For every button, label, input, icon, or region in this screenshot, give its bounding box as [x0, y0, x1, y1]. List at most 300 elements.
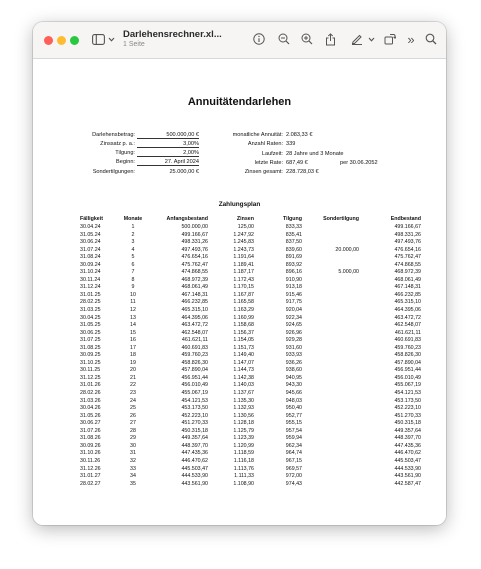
table-cell	[304, 352, 361, 360]
table-cell: 30	[130, 442, 136, 449]
column-header: Sondertilgung	[323, 215, 359, 222]
table-cell	[304, 224, 361, 232]
table-cell: 833,33	[285, 224, 302, 230]
table-cell: 974,43	[285, 480, 302, 487]
column-header: Fälligkeit	[80, 215, 103, 222]
table-cell: 457.890,04	[181, 367, 208, 374]
table-cell: 26	[130, 412, 136, 419]
table-cell: 31.08.26	[80, 435, 101, 442]
table-cell: 476.654,16	[181, 254, 208, 261]
table-cell: 460.691,83	[181, 344, 208, 351]
table-cell: 8	[131, 276, 135, 283]
table-cell: 30.11.25	[80, 367, 101, 374]
chevron-double-right-icon: »	[407, 31, 415, 47]
table-cell: 450.315,18	[394, 420, 421, 427]
table-cell: 964,74	[285, 450, 302, 457]
table-cell: 29	[130, 435, 136, 442]
table-cell: 936,26	[285, 359, 302, 366]
table-cell: 445.503,47	[181, 465, 208, 472]
table-cell	[304, 458, 361, 466]
table-cell: 28.02.25	[80, 299, 101, 306]
special-repayments-label: Sondertilgungen:	[92, 169, 135, 175]
installments-count-label: Anzahl Raten:	[247, 141, 283, 147]
table-cell: 1.113,76	[233, 465, 254, 472]
table-cell: 444.533,90	[181, 473, 208, 480]
table-row	[78, 239, 423, 247]
table-cell: 1.165,58	[233, 299, 254, 306]
zoom-window-button[interactable]	[70, 36, 79, 45]
table-cell: 6	[131, 261, 135, 268]
table-cell: 969,57	[285, 465, 302, 472]
table-row	[78, 247, 423, 255]
table-cell: 30.04.24	[80, 224, 101, 230]
table-header-row	[78, 215, 423, 224]
table-cell: 452.223,10	[394, 405, 421, 412]
table-row	[78, 382, 423, 390]
table-cell: 455.067,19	[181, 390, 208, 397]
table-cell	[304, 232, 361, 240]
table-cell: 18	[130, 352, 136, 359]
table-cell: 926,96	[285, 329, 302, 336]
chevron-down-icon	[368, 37, 375, 42]
table-cell: 498.331,26	[181, 239, 208, 246]
table-cell: 913,18	[285, 284, 302, 291]
table-cell: 30.11.26	[80, 457, 101, 464]
table-cell	[304, 337, 361, 345]
table-cell: 19	[130, 359, 136, 366]
table-cell: 447.435,36	[181, 450, 208, 457]
table-cell: 1.156,37	[233, 329, 254, 336]
table-row	[78, 473, 423, 481]
sidebar-toggle-button[interactable]	[90, 29, 116, 49]
table-cell: 499.166,67	[181, 231, 208, 238]
share-button[interactable]	[322, 29, 338, 49]
table-cell: 31.01.26	[80, 382, 101, 389]
table-cell: 454.121,53	[394, 390, 421, 397]
table-cell: 31.01.25	[80, 291, 101, 298]
table-row	[78, 420, 423, 428]
table-cell	[304, 330, 361, 338]
table-cell: 456.951,44	[181, 374, 208, 381]
table-cell: 462.548,07	[181, 329, 208, 336]
table-cell: 893,92	[285, 261, 302, 268]
rotate-button[interactable]	[382, 29, 398, 49]
table-cell: 1.243,73	[233, 246, 254, 253]
table-cell: 31.10.26	[80, 450, 101, 457]
table-cell: 467.148,31	[181, 291, 208, 298]
table-cell: 449.357,64	[181, 435, 208, 442]
title-bar	[33, 22, 446, 59]
table-cell: 1.144,73	[233, 367, 254, 374]
table-cell: 929,28	[285, 337, 302, 344]
info-button[interactable]	[251, 29, 267, 49]
table-cell: 458.826,30	[181, 359, 208, 366]
table-cell: 475.762,47	[394, 254, 421, 261]
table-cell: 21	[130, 374, 136, 381]
table-cell: 465.315,10	[394, 299, 421, 306]
table-cell: 962,34	[285, 442, 302, 449]
table-cell: 915,46	[285, 291, 302, 298]
table-cell: 14	[130, 322, 136, 329]
table-row	[78, 224, 423, 232]
table-cell: 4	[131, 246, 135, 253]
table-row	[78, 269, 423, 277]
chevron-down-icon	[108, 37, 115, 42]
table-cell	[304, 284, 361, 292]
table-cell: 1.116,18	[233, 457, 254, 464]
table-row	[78, 352, 423, 360]
markup-button[interactable]	[350, 29, 376, 49]
search-icon	[425, 33, 437, 45]
table-cell: 940,95	[285, 374, 302, 381]
table-cell	[304, 375, 361, 383]
table-row	[78, 367, 423, 375]
table-cell: 468.972,39	[181, 276, 208, 283]
close-window-button[interactable]	[44, 36, 53, 45]
table-cell: 31.10.25	[80, 359, 101, 366]
table-cell	[304, 277, 361, 285]
table-cell: 464.395,06	[181, 314, 208, 321]
table-cell: 464.395,06	[394, 307, 421, 314]
table-cell: 448.397,70	[394, 435, 421, 442]
table-row	[78, 307, 423, 315]
table-row	[78, 375, 423, 383]
table-cell: 451.270,33	[394, 412, 421, 419]
table-cell: 1.154,05	[233, 337, 254, 344]
table-cell: 453.173,50	[181, 405, 208, 412]
table-cell: 957,54	[285, 427, 302, 434]
document-heading: Annuitätendarlehen	[187, 96, 292, 108]
column-header: Anfangsbestand	[166, 215, 208, 222]
table-cell: 839,60	[285, 246, 302, 253]
table-row	[78, 413, 423, 421]
payment-plan-table	[78, 215, 423, 488]
table-row	[78, 322, 423, 330]
table-cell: 463.472,72	[394, 314, 421, 321]
table-cell	[304, 254, 361, 262]
search-button[interactable]	[423, 29, 439, 49]
table-row	[78, 466, 423, 474]
preview-window	[33, 22, 446, 525]
last-installment-value: 687,49 €	[286, 160, 308, 166]
table-cell: 31.07.25	[80, 337, 101, 344]
table-cell	[304, 360, 361, 368]
table-cell	[304, 413, 361, 421]
table-cell: 5	[131, 254, 135, 261]
table-cell: 28.02.27	[80, 480, 101, 487]
table-cell: 950,40	[285, 405, 302, 412]
table-cell	[304, 345, 361, 353]
duration-value: 28 Jahre und 3 Monate	[286, 151, 344, 157]
table-cell: 30.09.24	[80, 261, 101, 268]
table-cell: 30.06.27	[80, 420, 101, 427]
table-cell	[304, 435, 361, 443]
table-cell: 924,65	[285, 322, 302, 329]
table-cell: 13	[130, 314, 136, 321]
last-installment-date: per 30.06.2052	[340, 160, 378, 166]
table-cell: 27	[130, 420, 136, 427]
table-cell	[304, 405, 361, 413]
table-cell: 16	[130, 337, 136, 344]
table-cell: 465.315,10	[181, 307, 208, 314]
table-cell: 1.247,92	[233, 231, 254, 238]
table-cell: 10	[130, 291, 136, 298]
table-cell	[304, 315, 361, 323]
start-date-label: Beginn:	[116, 159, 135, 165]
pen-icon	[351, 33, 363, 45]
table-cell: 1.125,79	[233, 427, 254, 434]
minimize-window-button[interactable]	[57, 36, 66, 45]
table-cell: 25	[130, 405, 136, 412]
table-cell: 475.762,47	[181, 261, 208, 268]
table-cell: 461.621,11	[394, 329, 421, 336]
interest-rate-value: 3,00%	[137, 141, 199, 148]
table-cell: 449.357,64	[394, 427, 421, 434]
table-row	[78, 292, 423, 300]
column-header: Zinsen	[236, 215, 254, 222]
table-row	[78, 299, 423, 307]
duration-label: Laufzeit:	[261, 151, 283, 157]
table-cell: 1.172,43	[233, 276, 254, 283]
table-cell: 457.890,04	[394, 359, 421, 366]
table-cell: 31.05.26	[80, 412, 101, 419]
table-cell: 28	[130, 427, 136, 434]
table-cell: 31.07.24	[80, 246, 101, 253]
table-row	[78, 360, 423, 368]
table-cell: 30.11.24	[80, 276, 101, 283]
info-icon	[253, 33, 265, 45]
column-header: Tilgung	[282, 215, 302, 222]
table-cell: 5.000,00	[338, 269, 359, 276]
table-cell: 1.118,59	[233, 450, 254, 457]
table-cell: 1.137,67	[233, 390, 254, 397]
interest-rate-label: Zinssatz p. a.:	[100, 141, 135, 147]
table-cell: 910,90	[285, 276, 302, 283]
table-cell: 30.09.26	[80, 442, 101, 449]
table-row	[78, 435, 423, 443]
table-row	[78, 337, 423, 345]
table-cell: 1.135,30	[233, 397, 254, 404]
table-cell: 456.951,44	[394, 367, 421, 374]
table-cell: 474.868,55	[181, 269, 208, 276]
table-cell: 972,00	[285, 473, 302, 480]
table-cell: 1.191,64	[233, 254, 254, 261]
table-cell: 20.000,00	[335, 246, 359, 253]
table-cell: 497.493,76	[394, 239, 421, 246]
document-title-block[interactable]	[123, 29, 243, 48]
table-cell: 959,94	[285, 435, 302, 442]
table-cell	[304, 450, 361, 458]
table-cell: 31.12.25	[80, 374, 101, 381]
table-row	[78, 345, 423, 353]
sidebar-icon	[92, 34, 105, 45]
table-cell: 835,41	[285, 231, 302, 238]
table-row	[78, 428, 423, 436]
table-cell: 1.160,99	[233, 314, 254, 321]
table-cell: 31	[130, 450, 136, 457]
table-row	[78, 443, 423, 451]
table-cell: 952,77	[285, 412, 302, 419]
table-cell: 497.493,76	[181, 246, 208, 253]
table-cell: 446.470,62	[394, 450, 421, 457]
table-cell	[304, 239, 361, 247]
table-cell: 31.05.24	[80, 231, 101, 238]
table-cell: 1.245,83	[233, 239, 254, 246]
column-header: Monate	[123, 215, 143, 222]
table-cell: 24	[130, 397, 136, 404]
table-cell: 23	[130, 390, 136, 397]
table-cell: 455.067,19	[394, 382, 421, 389]
table-cell: 31.05.25	[80, 322, 101, 329]
table-cell: 7	[131, 269, 135, 276]
table-cell	[304, 299, 361, 307]
table-cell: 466.232,85	[181, 299, 208, 306]
table-row	[78, 405, 423, 413]
table-cell: 896,16	[285, 269, 302, 276]
table-cell: 454.121,53	[181, 397, 208, 404]
table-cell: 948,03	[285, 397, 302, 404]
table-cell: 1.108,90	[233, 480, 254, 487]
repayment-rate-value: 2,00%	[137, 150, 199, 157]
table-cell: 443.561,90	[394, 473, 421, 480]
table-cell	[304, 481, 361, 489]
table-cell: 446.470,62	[181, 457, 208, 464]
special-repayments-value: 25.000,00 €	[169, 169, 199, 175]
table-cell: 1.128,18	[233, 420, 254, 427]
table-cell: 468.061,49	[394, 276, 421, 283]
table-cell: 955,15	[285, 420, 302, 427]
payment-plan-title: Zahlungsplan	[218, 201, 261, 208]
table-cell: 450.315,18	[181, 427, 208, 434]
table-cell	[304, 443, 361, 451]
table-cell: 1.120,99	[233, 442, 254, 449]
table-cell: 451.270,33	[181, 420, 208, 427]
table-cell: 31.03.25	[80, 307, 101, 314]
table-cell: 459.760,23	[394, 344, 421, 351]
table-cell: 28.02.26	[80, 390, 101, 397]
table-cell: 30.09.25	[80, 352, 101, 359]
zoom-out-icon	[278, 33, 290, 45]
table-cell: 460.691,83	[394, 337, 421, 344]
table-row	[78, 254, 423, 262]
table-cell: 31.01.27	[80, 473, 101, 480]
table-cell: 933,93	[285, 352, 302, 359]
table-cell: 22	[130, 382, 136, 389]
table-cell: 452.223,10	[181, 412, 208, 419]
table-cell: 20	[130, 367, 136, 374]
table-cell: 500.000,00	[181, 224, 208, 230]
table-cell: 1.149,40	[233, 352, 254, 359]
table-cell: 456.010,49	[181, 382, 208, 389]
document-page	[33, 59, 446, 525]
table-cell: 462.548,07	[394, 322, 421, 329]
table-cell: 466.232,85	[394, 291, 421, 298]
table-cell: 445.503,47	[394, 457, 421, 464]
table-cell: 15	[130, 329, 136, 336]
table-cell: 30.06.24	[80, 239, 101, 246]
table-cell: 498.331,26	[394, 231, 421, 238]
table-cell: 1.170,15	[233, 284, 254, 291]
zoom-out-button[interactable]	[276, 29, 292, 49]
table-cell: 931,60	[285, 344, 302, 351]
table-cell: 499.166,67	[394, 224, 421, 230]
table-cell: 468.061,49	[181, 284, 208, 291]
table-cell	[304, 322, 361, 330]
table-cell: 945,66	[285, 390, 302, 397]
monthly-annuity-label: monatliche Annuität:	[232, 132, 283, 138]
table-cell: 459.760,23	[181, 352, 208, 359]
table-cell: 9	[131, 284, 135, 291]
table-row	[78, 390, 423, 398]
table-cell: 1.111,33	[234, 473, 254, 480]
monthly-annuity-value: 2.083,33 €	[286, 132, 313, 138]
table-cell: 31.07.26	[80, 427, 101, 434]
table-cell: 30.04.25	[80, 314, 101, 321]
table-cell: 32	[130, 457, 136, 464]
document-title: Darlehensrechner.xl...	[123, 29, 222, 40]
table-row	[78, 262, 423, 270]
repayment-rate-label: Tilgung:	[115, 150, 135, 156]
table-row	[78, 481, 423, 489]
total-interest-label: Zinsen gesamt:	[244, 169, 283, 175]
table-cell: 474.868,55	[394, 261, 421, 268]
table-cell: 1.158,68	[233, 322, 254, 329]
table-row	[78, 458, 423, 466]
table-row	[78, 277, 423, 285]
table-cell	[304, 367, 361, 375]
table-cell: 1.142,38	[233, 374, 254, 381]
installments-count-value: 339	[286, 141, 296, 147]
table-cell: 1.147,07	[233, 359, 254, 366]
payment-plan-rows	[78, 224, 423, 488]
start-date-value: 27. April 2024	[137, 159, 199, 166]
table-cell: 467.148,31	[394, 284, 421, 291]
table-cell: 444.533,90	[394, 465, 421, 472]
table-cell: 461.621,11	[181, 337, 208, 344]
table-cell	[304, 420, 361, 428]
table-cell: 458.826,30	[394, 352, 421, 359]
table-cell: 453.173,50	[394, 397, 421, 404]
zoom-in-button[interactable]	[299, 29, 315, 49]
table-cell: 31.08.24	[80, 254, 101, 261]
table-cell: 891,69	[285, 254, 302, 261]
loan-amount-value: 500.000,00 €	[137, 132, 199, 139]
table-cell: 442.587,47	[394, 480, 421, 487]
table-cell: 967,15	[285, 457, 302, 464]
table-cell: 1.140,03	[233, 382, 254, 389]
loan-amount-label: Darlehensbetrag:	[92, 132, 135, 138]
table-cell: 3	[131, 239, 135, 246]
table-cell	[304, 292, 361, 300]
table-cell: 31.12.24	[80, 284, 101, 291]
table-cell: 31.12.26	[80, 465, 101, 472]
table-cell: 1.189,41	[233, 261, 254, 268]
more-tools-button[interactable]	[403, 29, 419, 49]
table-cell	[304, 390, 361, 398]
table-cell: 30.06.25	[80, 329, 101, 336]
table-cell: 1.123,39	[233, 435, 254, 442]
table-cell: 33	[130, 465, 136, 472]
table-cell: 1.163,29	[233, 307, 254, 314]
rotate-icon	[384, 33, 396, 45]
table-cell: 476.654,16	[394, 246, 421, 253]
last-installment-label: letzte Rate:	[254, 160, 283, 166]
table-cell: 1.132,93	[233, 405, 254, 412]
table-row	[78, 284, 423, 292]
table-cell: 1.167,87	[233, 291, 254, 298]
table-cell	[304, 307, 361, 315]
table-row	[78, 330, 423, 338]
